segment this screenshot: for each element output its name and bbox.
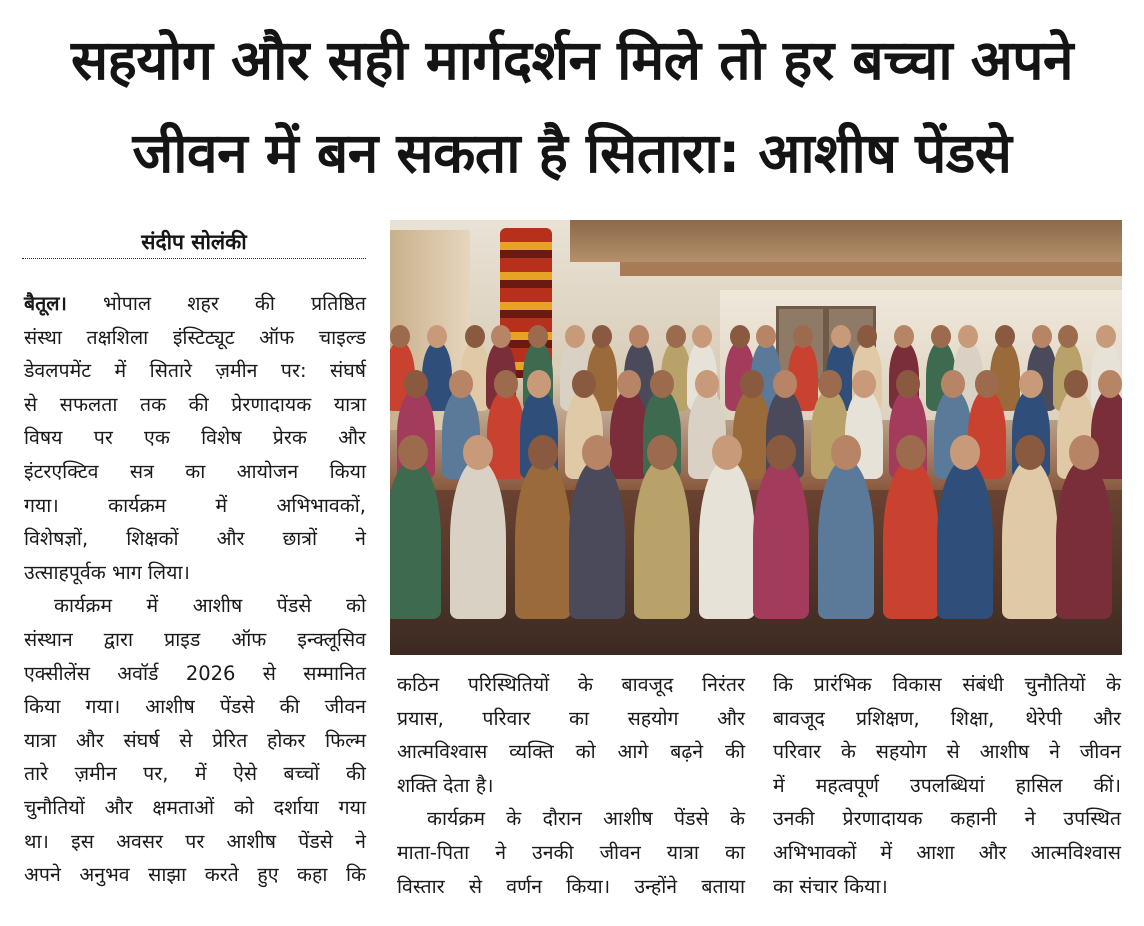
photo-person-head xyxy=(995,325,1015,348)
article-line: कठिन परिस्थितियों के बावजूद निरंतर xyxy=(397,673,745,696)
photo-person-head xyxy=(463,435,493,470)
article-line: बावजूद प्रशिक्षण, शिक्षा, थेरेपी और xyxy=(773,706,1121,730)
article-line: प्रयास, परिवार का सहयोग और xyxy=(397,706,745,730)
photo-person-head xyxy=(1069,435,1099,470)
photo-person xyxy=(883,459,939,619)
photo-person xyxy=(937,459,993,619)
article-line: संस्था तक्षशिला इंस्टिट्यूट ऑफ चाइल्ड xyxy=(24,325,366,349)
article-line: विशेषज्ञों, शिक्षकों और छात्रों ने xyxy=(24,527,366,551)
photo-person-head xyxy=(941,370,965,398)
photo-person-head xyxy=(449,370,473,398)
photo-person-head xyxy=(896,435,926,470)
article-line: संस्थान द्वारा प्राइड ऑफ इन्क्लूसिव xyxy=(24,627,366,651)
article-line: तारे ज़मीन पर, में ऐसे बच्चों की xyxy=(24,762,366,786)
dateline: बैतूल। xyxy=(24,292,67,315)
photo-person-head xyxy=(572,370,596,398)
photo-person xyxy=(753,459,809,619)
photo-person xyxy=(818,459,874,619)
group-photo-icon xyxy=(390,220,1122,655)
photo-crowd xyxy=(390,315,1122,655)
photo-person-head xyxy=(398,435,428,470)
article-line: डेवलपमेंट में सितारे ज़मीन पर: संघर्ष xyxy=(24,359,366,383)
article-line: आत्मविश्वास व्यक्ति को आगे बढ़ने की xyxy=(397,740,745,764)
article-line: माता-पिता ने उनकी जीवन यात्रा का xyxy=(397,840,745,864)
article-column-1 xyxy=(24,287,366,892)
photo-person-head xyxy=(647,435,677,470)
photo-person-head xyxy=(831,435,861,470)
article-line: था। इस अवसर पर आशीष पेंडसे ने xyxy=(24,829,366,853)
article-line: एक्सीलेंस अवॉर्ड 2026 से सम्मानित xyxy=(24,661,366,685)
photo-person-head xyxy=(756,325,776,348)
photo-person-head xyxy=(528,435,558,470)
headline-line-2: जीवन में बन सकता है सितारा: आशीष पेंडसे xyxy=(132,121,1012,185)
photo-person xyxy=(450,459,506,619)
photo-person-head xyxy=(491,325,511,348)
photo-person-head xyxy=(592,325,612,348)
article-line: यात्रा और संघर्ष से प्रेरित होकर फिल्म xyxy=(24,728,366,752)
photo-person xyxy=(390,459,441,619)
article-line: अभिभावकों में आशा और आत्मविश्वास xyxy=(773,840,1121,864)
article-line: कार्यक्रम में आशीष पेंडसे को xyxy=(54,594,366,618)
article-line: उनकी प्रेरणादायक कहानी ने उपस्थित xyxy=(773,807,1121,831)
photo-person-head xyxy=(650,370,674,398)
photo-person-head xyxy=(528,325,548,348)
article-line: विस्तार से वर्णन किया। उन्होंने बताया xyxy=(397,874,745,898)
photo-person-head xyxy=(975,370,999,398)
article-line: किया गया। आशीष पेंडसे की जीवन xyxy=(24,695,366,719)
article-line: परिवार के सहयोग से आशीष ने जीवन xyxy=(773,740,1121,764)
byline-divider xyxy=(22,258,366,259)
photo-person xyxy=(610,389,648,479)
photo-person-head xyxy=(390,325,410,348)
photo-ceiling-beam xyxy=(620,262,1122,276)
photo-person-head xyxy=(1096,325,1116,348)
photo-person-head xyxy=(958,325,978,348)
photo-person-head xyxy=(695,370,719,398)
headline-line-1: सहयोग और सही मार्गदर्शन मिले तो हर बच्चा अपने xyxy=(70,28,1074,92)
article-line: इंटरएक्टिव सत्र का आयोजन किया xyxy=(24,459,366,483)
photo-person-head xyxy=(1015,435,1045,470)
photo-person-head xyxy=(831,325,851,348)
photo-person-head xyxy=(1064,370,1088,398)
photo-person-head xyxy=(773,370,797,398)
article-line: से सफलता तक की प्रेरणादायक यात्रा xyxy=(24,392,366,416)
photo-person-head xyxy=(629,325,649,348)
photo-person-head xyxy=(818,370,842,398)
article-line: उत्साहपूर्वक भाग लिया। xyxy=(24,560,190,584)
photo-person-head xyxy=(582,435,612,470)
photo-person-head xyxy=(404,370,428,398)
photo-person xyxy=(1056,459,1112,619)
photo-person xyxy=(569,459,625,619)
article-line: विषय पर एक विशेष प्रेरक और xyxy=(24,426,366,450)
byline: संदीप सोलंकी xyxy=(141,230,247,254)
photo-person-head xyxy=(896,370,920,398)
photo-person-head xyxy=(1019,370,1043,398)
photo-person-head xyxy=(692,325,712,348)
photo-person-head xyxy=(712,435,742,470)
photo-person xyxy=(487,389,525,479)
photo-person-head xyxy=(1058,325,1078,348)
article-line: में महत्वपूर्ण उपलब्धियां हासिल कीं। xyxy=(773,773,1121,797)
article-line: चुनौतियों और क्षमताओं को दर्शाया गया xyxy=(24,795,366,819)
photo-person-head xyxy=(494,370,518,398)
photo-person xyxy=(634,459,690,619)
article-line: कार्यक्रम के दौरान आशीष पेंडसे के xyxy=(427,807,745,831)
photo-person-head xyxy=(730,325,750,348)
photo-person xyxy=(1002,459,1058,619)
photo-person-head xyxy=(766,435,796,470)
photo-person-head xyxy=(1098,370,1122,398)
article-line: कि प्रारंभिक विकास संबंधी चुनौतियों के xyxy=(773,673,1121,696)
photo-person-head xyxy=(740,370,764,398)
photo-person xyxy=(699,459,755,619)
photo-person-head xyxy=(894,325,914,348)
photo-person xyxy=(515,459,571,619)
article-line: शक्ति देता है। xyxy=(397,773,494,797)
photo-person-head xyxy=(950,435,980,470)
article-column-2 xyxy=(397,668,745,903)
article-line: गया। कार्यक्रम में अभिभावकों, xyxy=(24,493,366,517)
article-line: अपने अनुभव साझा करते हुए कहा कि xyxy=(24,863,366,887)
photo-person-head xyxy=(465,325,485,348)
article-column-3 xyxy=(773,668,1121,903)
photo-person-head xyxy=(852,370,876,398)
photo-person-head xyxy=(527,370,551,398)
photo-person-head xyxy=(857,325,877,348)
article-line: बैतूल। भोपाल शहर की प्रतिष्ठित xyxy=(24,292,366,315)
photo-person-head xyxy=(617,370,641,398)
photo-ceiling xyxy=(570,220,1122,262)
article-line: का संचार किया। xyxy=(773,874,888,898)
